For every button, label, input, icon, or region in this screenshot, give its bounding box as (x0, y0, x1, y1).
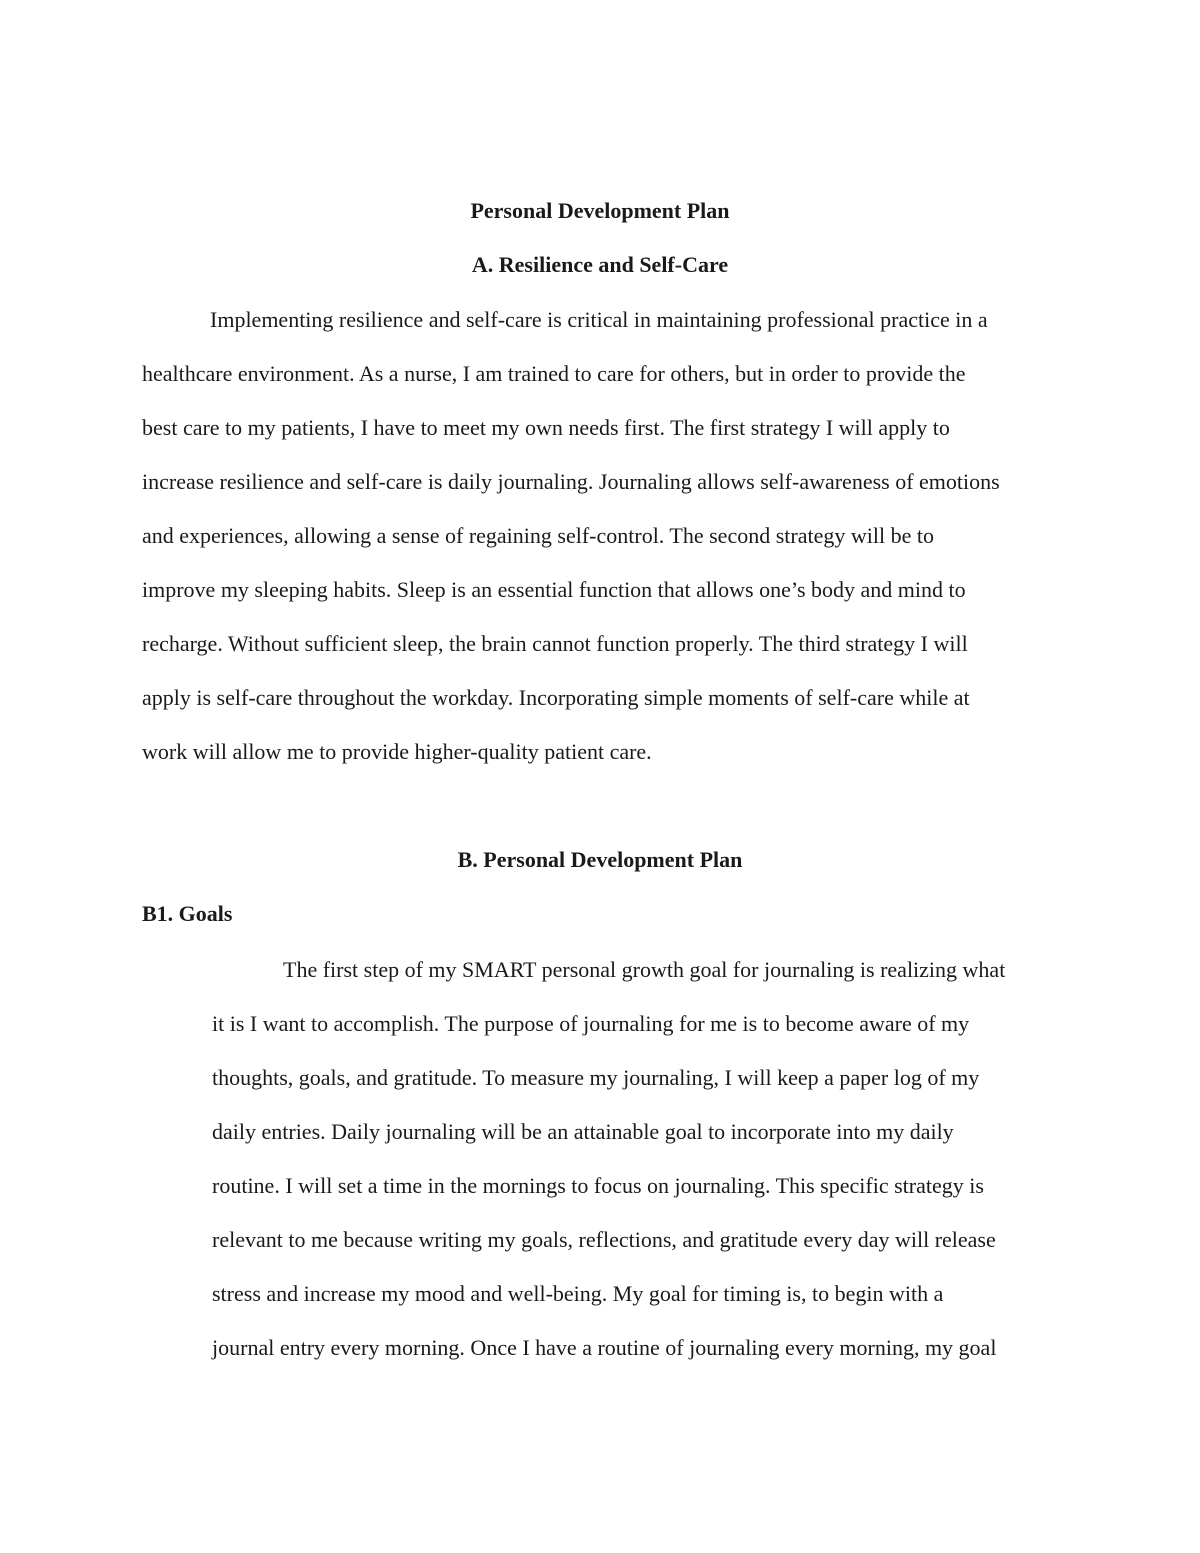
paragraph-line: work will allow me to provide higher-quality patient care. (142, 739, 652, 764)
paragraph-line: The first step of my SMART personal growth goal for journaling is realizing what (283, 957, 1006, 982)
paragraph-line: routine. I will set a time in the mornings to focus on journaling. This specific strategy is (212, 1173, 984, 1198)
paragraph-line: apply is self-care throughout the workday. Incorporating simple moments of self-care while at (142, 685, 970, 710)
paragraph-line: best care to my patients, I have to meet my own needs first. The first strategy I will apply to (142, 415, 950, 440)
paragraph-line: thoughts, goals, and gratitude. To measure my journaling, I will keep a paper log of my (212, 1065, 980, 1090)
paragraph-line: daily entries. Daily journaling will be an attainable goal to incorporate into my daily (212, 1119, 954, 1144)
paragraph-line: healthcare environment. As a nurse, I am trained to care for others, but in order to provide the (142, 361, 966, 386)
section-b1-subheading: B1. Goals (142, 901, 233, 926)
paragraph-line: improve my sleeping habits. Sleep is an essential function that allows one’s body and mind to (142, 577, 966, 602)
paragraph-line: and experiences, allowing a sense of regaining self-control. The second strategy will be to (142, 523, 934, 548)
paragraph-line: stress and increase my mood and well-being. My goal for timing is, to begin with a (212, 1281, 944, 1306)
section-a-heading: A. Resilience and Self-Care (471, 252, 729, 277)
section-b-heading: B. Personal Development Plan (457, 847, 743, 872)
paragraph-line: increase resilience and self-care is daily journaling. Journaling allows self-awareness of emotions (142, 469, 1000, 494)
paragraph-line: recharge. Without sufficient sleep, the brain cannot function properly. The third strategy I will (142, 631, 968, 656)
paragraph-line: it is I want to accomplish. The purpose of journaling for me is to become aware of my (212, 1011, 970, 1036)
paragraph-line: relevant to me because writing my goals, reflections, and gratitude every day will release (212, 1227, 996, 1252)
paragraph-line: journal entry every morning. Once I have a routine of journaling every morning, my goal (212, 1335, 997, 1360)
paragraph-line: Implementing resilience and self-care is critical in maintaining professional practice in a (210, 307, 988, 332)
document-title: Personal Development Plan (470, 198, 730, 223)
